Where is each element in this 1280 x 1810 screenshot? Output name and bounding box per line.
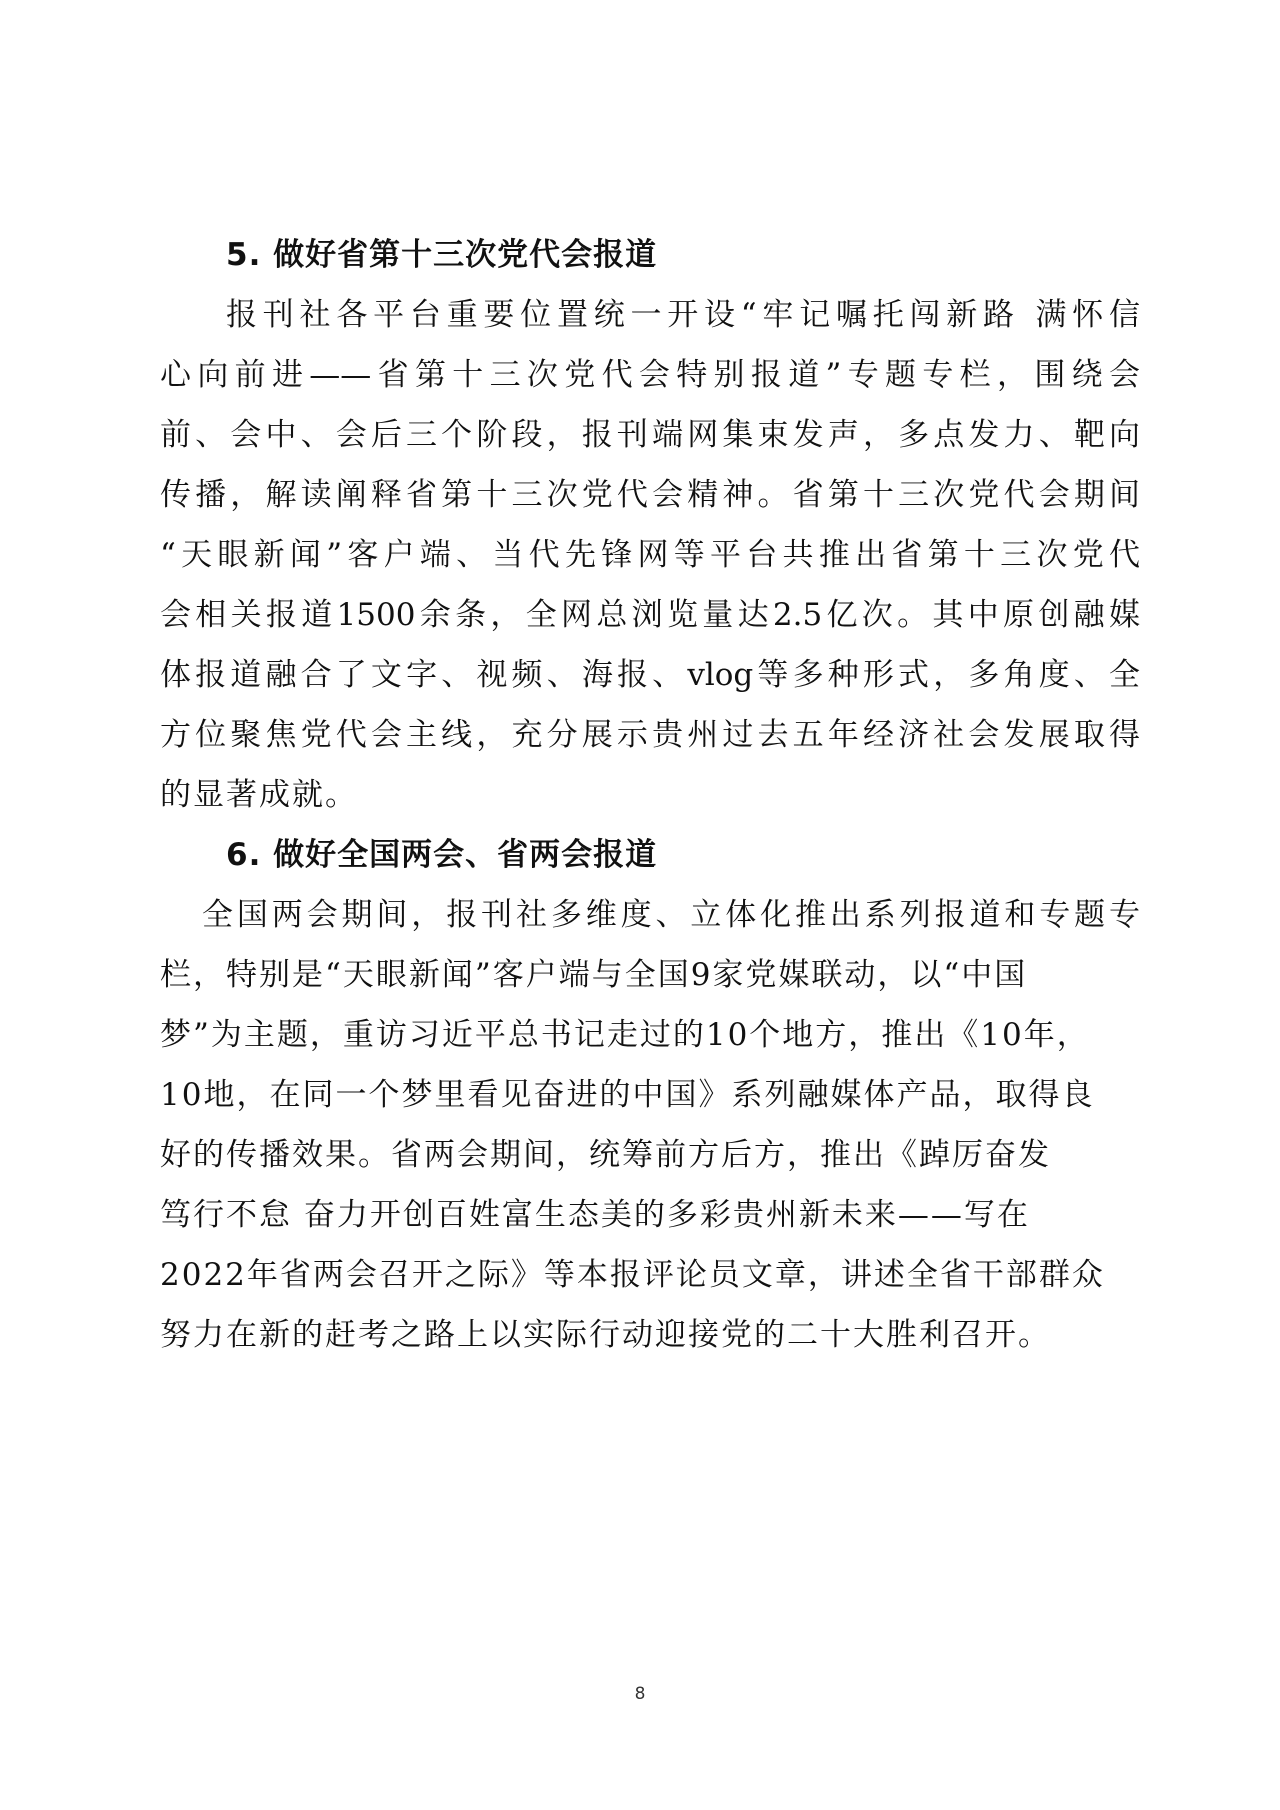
section-5-line: 的显著成就。 xyxy=(160,777,358,813)
section-5-line: 心向前进——省第十三次党代会特别报道”专题专栏，围绕会 xyxy=(160,357,1140,393)
section-6-line: 笃行不怠 奋力开创百姓富生态美的多彩贵州新未来——写在 xyxy=(160,1197,1030,1233)
section-5-line: 报刊社各平台重要位置统一开设“牢记嘱托闯新路 满怀信 xyxy=(226,297,1140,333)
page-number: 8 xyxy=(634,1684,646,1704)
section-6-line: 栏，特别是“天眼新闻”客户端与全国9家党媒联动，以“中国 xyxy=(160,957,1028,993)
section-5-line: 会相关报道1500余条，全网总浏览量达2.5亿次。其中原创融媒 xyxy=(160,597,1140,633)
section-6-heading: 6. 做好全国两会、省两会报道 xyxy=(226,837,658,873)
section-6-line: 好的传播效果。省两会期间，统筹前方后方，推出《踔厉奋发 xyxy=(160,1137,1051,1173)
section-5-line: “天眼新闻”客户端、当代先锋网等平台共推出省第十三次党代 xyxy=(160,537,1140,573)
section-5-line: 方位聚焦党代会主线，充分展示贵州过去五年经济社会发展取得 xyxy=(160,717,1140,753)
section-5-line: 传播，解读阐释省第十三次党代会精神。省第十三次党代会期间 xyxy=(160,477,1140,513)
section-5-line: 前、会中、会后三个阶段，报刊端网集束发声，多点发力、靶向 xyxy=(160,417,1140,453)
section-6-line: 梦”为主题，重访习近平总书记走过的10个地方，推出《10年， xyxy=(160,1017,1090,1053)
section-6-line: 全国两会期间，报刊社多维度、立体化推出系列报道和专题专 xyxy=(202,897,1140,933)
section-6-line: 2022年省两会召开之际》等本报评论员文章，讲述全省干部群众 xyxy=(160,1257,1105,1293)
section-5-line: 体报道融合了文字、视频、海报、vlog等多种形式，多角度、全 xyxy=(160,657,1140,693)
section-5-heading: 5. 做好省第十三次党代会报道 xyxy=(226,237,658,273)
section-6-line: 努力在新的赶考之路上以实际行动迎接党的二十大胜利召开。 xyxy=(160,1317,1051,1353)
document-body xyxy=(160,225,1140,1365)
section-6-line: 10地，在同一个梦里看见奋进的中国》系列融媒体产品，取得良 xyxy=(160,1077,1095,1113)
